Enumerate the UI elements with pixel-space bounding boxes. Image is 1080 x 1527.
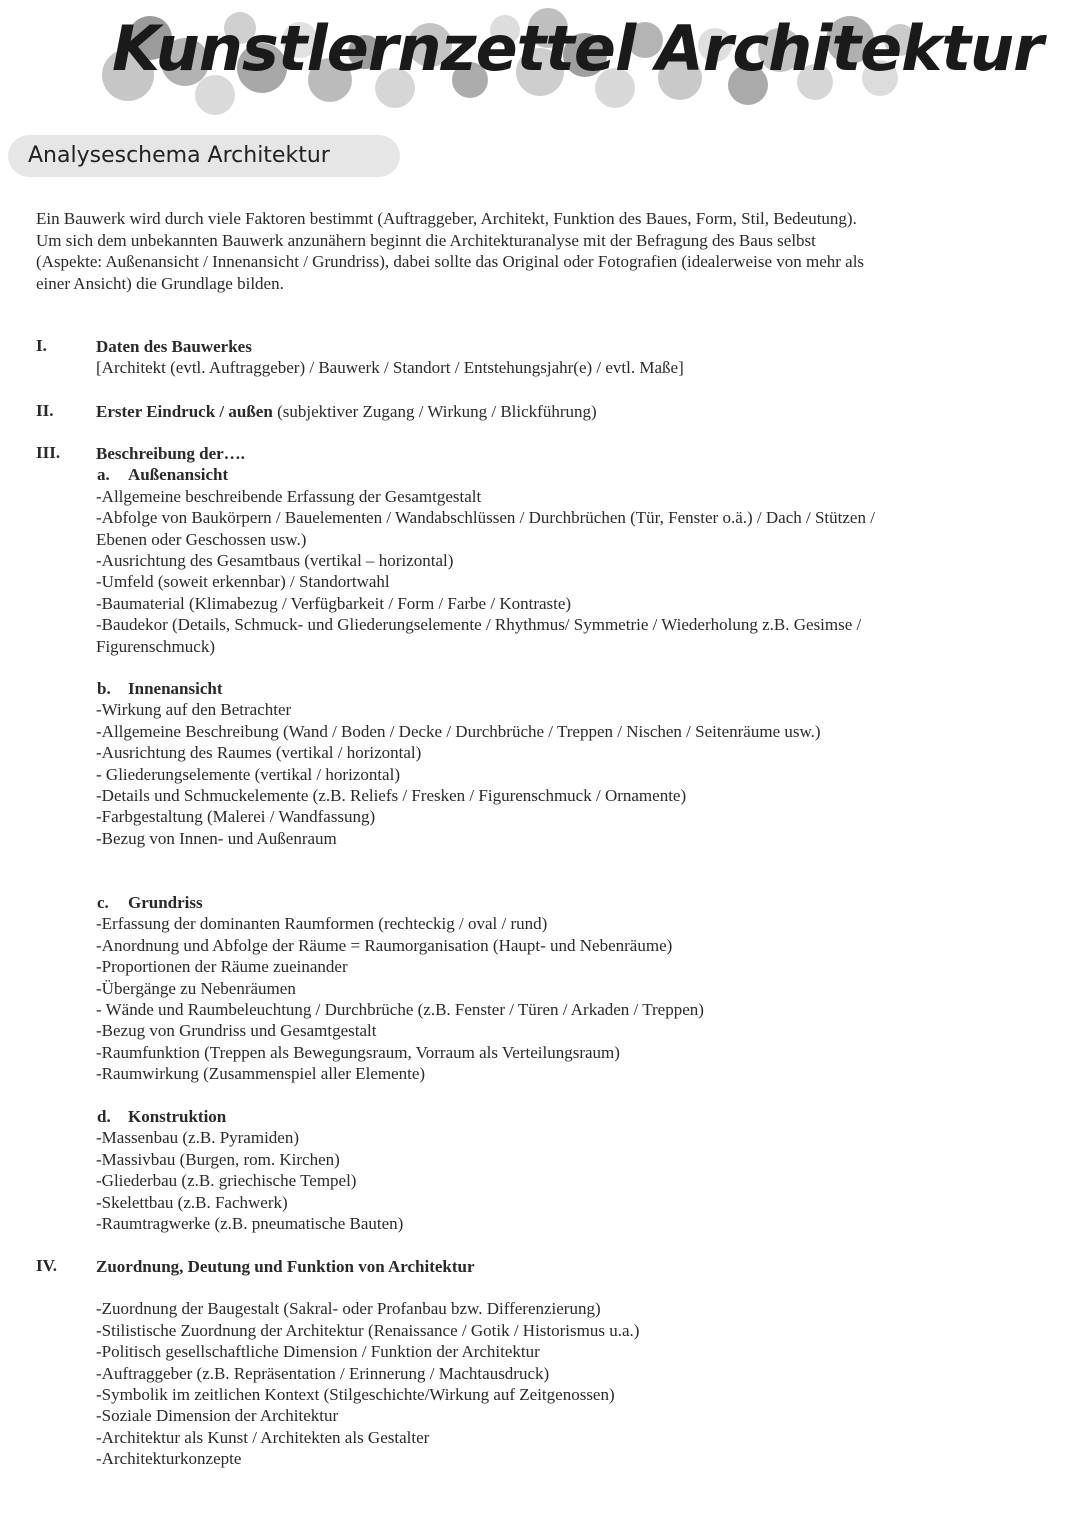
list-item: -Erfassung der dominanten Raumformen (rechteckig / oval / rund) (96, 914, 548, 934)
section-title: Beschreibung der…. (96, 444, 245, 463)
spacer (96, 1277, 916, 1298)
list-item: -Raumwirkung (Zusammenspiel aller Elemente) (96, 1064, 426, 1084)
list-item: - Gliederungselemente (vertikal / horizontal) (96, 764, 400, 784)
section-title: Daten des Bauwerkes (96, 337, 252, 356)
list-item: -Raumfunktion (Treppen als Bewegungsraum, Vorraum als Verteilungsraum) (96, 1042, 620, 1062)
list-item: -Politisch gesellschaftliche Dimension / Funktion der Architektur (96, 1342, 540, 1362)
list-item: -Farbgestaltung (Malerei / Wandfassung) (96, 807, 376, 827)
intro-paragraph: Um sich dem unbekannten Bauwerk anzunähern beginnt die Architekturanalyse mit der Befragung des Baus selbst (Aspekte: Außenansicht / Innenansicht / Grundriss), dabei sollte das Original oder Fotografien (idealerweise von mehr als einer Ansicht) die Grundlage bilden. (36, 230, 865, 293)
list-item: -Baudekor (Details, Schmuck- und Gliederungselemente / Rhythmus/ Symmetrie / Wiederholung z.B. Gesimse / Figurenschmuck) (96, 615, 866, 656)
list-item: -Allgemeine beschreibende Erfassung der Gesamtgestalt (96, 486, 482, 506)
subsection-title-a: a. Außenansicht (97, 465, 229, 485)
list-item: -Ausrichtung des Raumes (vertikal / horizontal) (96, 743, 422, 763)
list-item: -Ausrichtung des Gesamtbaus (vertikal – horizontal) (96, 551, 454, 571)
list-item: -Soziale Dimension der Architektur (96, 1406, 339, 1426)
list-item: -Auftraggeber (z.B. Repräsentation / Erinnerung / Machtausdruck) (96, 1363, 550, 1383)
section-number: IV. (36, 1256, 57, 1275)
list-item: -Wirkung auf den Betrachter (96, 700, 292, 720)
list-item: - Wände und Raumbeleuchtung / Durchbrüche (z.B. Fenster / Türen / Arkaden / Treppen) (96, 1000, 704, 1020)
section-data (96, 336, 916, 379)
list-item: -Bezug von Grundriss und Gesamtgestalt (96, 1021, 377, 1041)
list-item: -Zuordnung der Baugestalt (Sakral- oder Profanbau bzw. Differenzierung) (96, 1299, 601, 1319)
list-item: -Abfolge von Baukörpern / Bauelementen / Wandabschlüssen / Durchbrüchen (Tür, Fenster o.ä.) / Dach / Stützen / Ebenen oder Geschossen usw.) (96, 508, 880, 549)
subsection-title-c: c. Grundriss (97, 893, 203, 912)
subsection-floorplan (96, 892, 916, 1085)
intro-text (36, 208, 876, 294)
subtitle-banner (8, 135, 400, 177)
list-item: -Symbolik im zeitlichen Kontext (Stilgeschichte/Wirkung auf Zeitgenossen) (96, 1385, 615, 1405)
subtitle: Analyseschema Architektur (28, 143, 330, 168)
section-title: Zuordnung, Deutung und Funktion von Architektur (96, 1257, 475, 1276)
section-number: II. (36, 401, 54, 420)
list-item: -Details und Schmuckelemente (z.B. Reliefs / Fresken / Figurenschmuck / Ornamente) (96, 786, 687, 806)
section-interpretation (96, 1256, 916, 1470)
page-header (0, 0, 1080, 130)
section-description (96, 443, 916, 657)
list-item: -Umfeld (soweit erkennbar) / Standortwahl (96, 572, 390, 592)
section-number: I. (36, 336, 47, 355)
list-item: -Massenbau (z.B. Pyramiden) (96, 1128, 300, 1148)
subsection-interior (96, 678, 916, 849)
list-item: -Architekturkonzepte (96, 1449, 242, 1469)
section-first-impression (96, 401, 916, 422)
subsection-title-b: b. Innenansicht (97, 679, 223, 698)
list-item: -Massivbau (Burgen, rom. Kirchen) (96, 1149, 340, 1169)
list-item: -Anordnung und Abfolge der Räume = Raumorganisation (Haupt- und Nebenräume) (96, 935, 673, 955)
list-item: -Übergänge zu Nebenräumen (96, 978, 296, 998)
section-title: Erster Eindruck / außen (96, 402, 273, 421)
list-item: -Bezug von Innen- und Außenraum (96, 828, 337, 848)
subsection-construction (96, 1106, 916, 1234)
intro-paragraph: Ein Bauwerk wird durch viele Faktoren bestimmt (Auftraggeber, Architekt, Funktion des Baues, Form, Stil, Bedeutung). (36, 209, 857, 228)
list-item: -Allgemeine Beschreibung (Wand / Boden / Decke / Durchbrüche / Treppen / Nischen / Seitenräume usw.) (96, 721, 821, 741)
page-title: Kunstlernzettel Architektur (112, 12, 1043, 85)
list-item: -Raumtragwerke (z.B. pneumatische Bauten) (96, 1214, 404, 1234)
list-exterior (96, 486, 916, 657)
list-item: -Architektur als Kunst / Architekten als Gestalter (96, 1427, 430, 1447)
section-text: [Architekt (evtl. Auftraggeber) / Bauwerk / Standort / Entstehungsjahr(e) / evtl. Maße] (96, 358, 684, 378)
section-text: (subjektiver Zugang / Wirkung / Blickführung) (272, 402, 597, 421)
list-item: -Skelettbau (z.B. Fachwerk) (96, 1192, 288, 1212)
subsection-title-d: d. Konstruktion (97, 1107, 227, 1126)
list-item: -Gliederbau (z.B. griechische Tempel) (96, 1171, 357, 1191)
list-item: -Baumaterial (Klimabezug / Verfügbarkeit / Form / Farbe / Kontraste) (96, 593, 572, 613)
section-number: III. (36, 443, 61, 462)
list-item: -Proportionen der Räume zueinander (96, 957, 348, 977)
list-item: -Stilistische Zuordnung der Architektur (Renaissance / Gotik / Historismus u.a.) (96, 1320, 640, 1340)
